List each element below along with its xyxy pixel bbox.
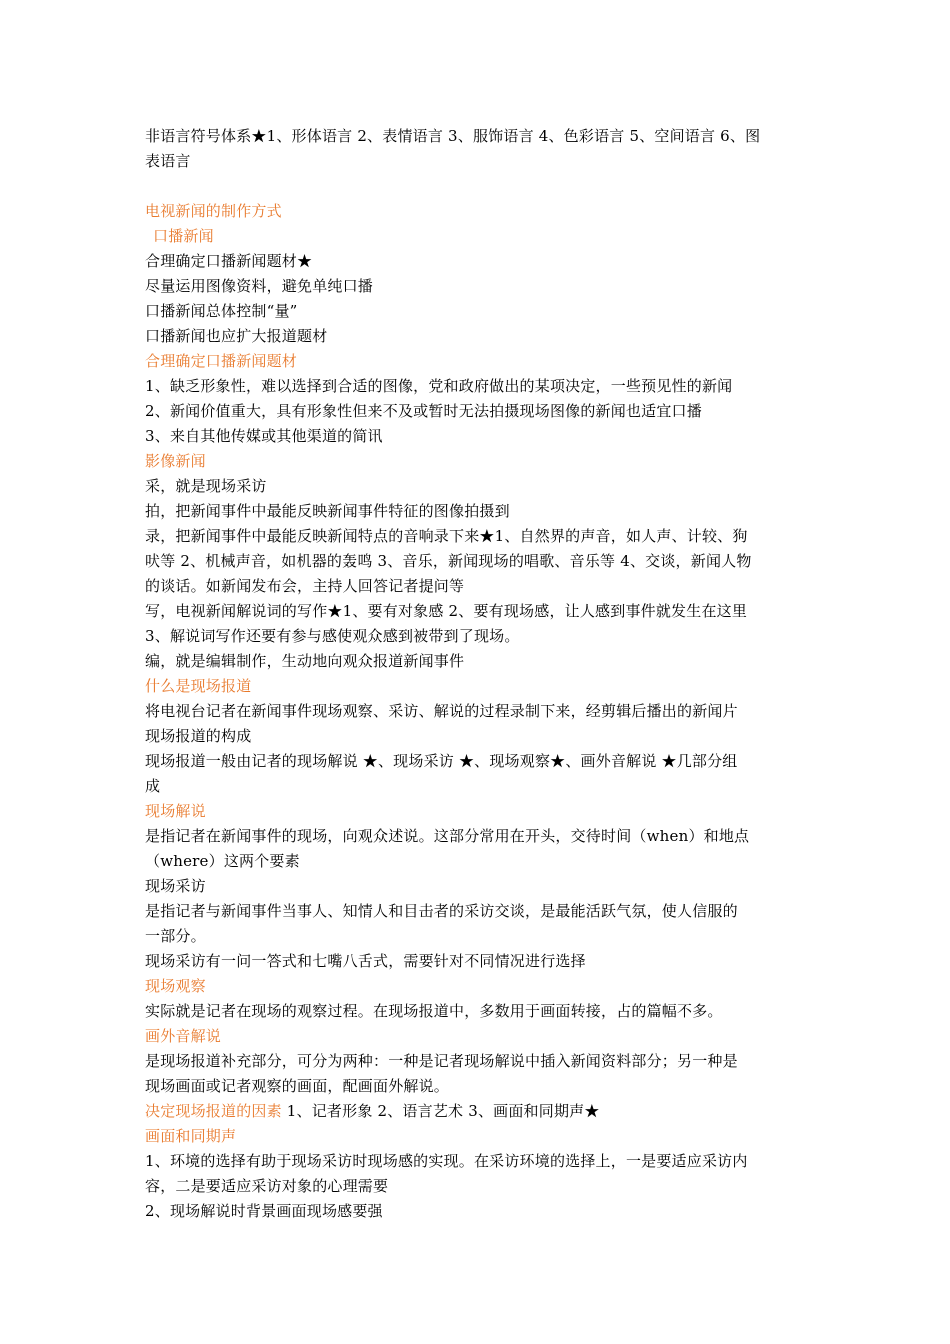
paragraph-line: 2、现场解说时背景画面现场感要强 [145,1202,383,1220]
paragraph-line: 现场采访 [145,877,206,895]
paragraph-line: 的谈话。如新闻发布会，主持人回答记者提问等 [145,577,465,595]
section-heading: 合理确定口播新闻题材 [145,352,298,370]
paragraph-line: 1、缺乏形象性，难以选择到合适的图像，党和政府做出的某项决定，一些预见性的新闻 [145,377,733,395]
paragraph-line: 是指记者与新闻事件当事人、知情人和目击者的采访交谈，是最能活跃气氛，使人信服的 [145,902,738,920]
mixed-line [145,1099,810,1124]
paragraph-line: 是现场报道补充部分，可分为两种：一种是记者现场解说中插入新闻资料部分；另一种是 [145,1052,738,1070]
paragraph-line: 是指记者在新闻事件的现场，向观众述说。这部分常用在开头，交待时间（when）和地点 [145,827,750,845]
section-heading: 现场解说 [145,802,206,820]
section-heading: 画外音解说 [145,1027,222,1045]
paragraph-line: 1、环境的选择有助于现场采访时现场感的实现。在采访环境的选择上，一是要适应采访内 [145,1152,748,1170]
paragraph-line: 非语言符号体系★1、形体语言 2、表情语言 3、服饰语言 4、色彩语言 5、空间语言 6、图 [145,127,761,145]
paragraph-line: 一部分。 [145,927,206,945]
paragraph-line: 合理确定口播新闻题材★ [145,252,313,270]
paragraph-line: 3、来自其他传媒或其他渠道的简讯 [145,427,383,445]
paragraph-line: 实际就是记者在现场的观察过程。在现场报道中，多数用于画面转接，占的篇幅不多。 [145,1002,723,1020]
paragraph-line: （where）这两个要素 [145,852,300,870]
paragraph-line: 将电视台记者在新闻事件现场观察、采访、解说的过程录制下来，经剪辑后播出的新闻片 [145,702,738,720]
paragraph-line: 拍，把新闻事件中最能反映新闻事件特征的图像拍摄到 [145,502,510,520]
paragraph-line: 口播新闻也应扩大报道题材 [145,327,328,345]
paragraph-line: 2、新闻价值重大，具有形象性但来不及或暂时无法拍摄现场图像的新闻也适宜口播 [145,402,702,420]
document-body [145,124,810,1224]
section-heading: 什么是现场报道 [145,677,252,695]
paragraph-line: 录，把新闻事件中最能反映新闻特点的音响录下来★1、自然界的声音，如人声、计较、狗 [145,527,748,545]
section-heading: 决定现场报道的因素 [145,1102,282,1120]
paragraph-line: 成 [145,777,161,795]
section-heading: 电视新闻的制作方式 [145,202,282,220]
paragraph-line: 容，二是要适应采访对象的心理需要 [145,1177,389,1195]
paragraph-line: 3、解说词写作还要有参与感使观众感到被带到了现场。 [145,627,520,645]
paragraph-line: 写，电视新闻解说词的写作★1、要有对象感 2、要有现场感，让人感到事件就发生在这里 [145,602,748,620]
paragraph-line: 现场报道一般由记者的现场解说 ★、现场采访 ★、现场观察★、画外音解说 ★几部分组 [145,752,738,770]
paragraph-line: 编，就是编辑制作，生动地向观众报道新闻事件 [145,652,465,670]
paragraph-line: 现场报道的构成 [145,727,252,745]
paragraph-line: 口播新闻总体控制“量” [145,302,298,320]
section-heading: 影像新闻 [145,452,206,470]
subsection-heading: 口播新闻 [153,227,214,245]
paragraph-line: 表语言 [145,152,191,170]
paragraph-line: 采，就是现场采访 [145,477,267,495]
section-heading: 现场观察 [145,977,206,995]
paragraph-line: 尽量运用图像资料，避免单纯口播 [145,277,374,295]
paragraph-line: 现场采访有一问一答式和七嘴八舌式，需要针对不同情况进行选择 [145,952,586,970]
blank-line [145,174,810,199]
paragraph-line: 现场画面或记者观察的画面，配画面外解说。 [145,1077,450,1095]
factor-list: 1、记者形象 2、语言艺术 3、画面和同期声★ [281,1102,600,1120]
paragraph-line: 吠等 2、机械声音，如机器的轰鸣 3、音乐，新闻现场的唱歌、音乐等 4、交谈，新闻人物 [145,552,752,570]
section-heading: 画面和同期声 [145,1127,237,1145]
